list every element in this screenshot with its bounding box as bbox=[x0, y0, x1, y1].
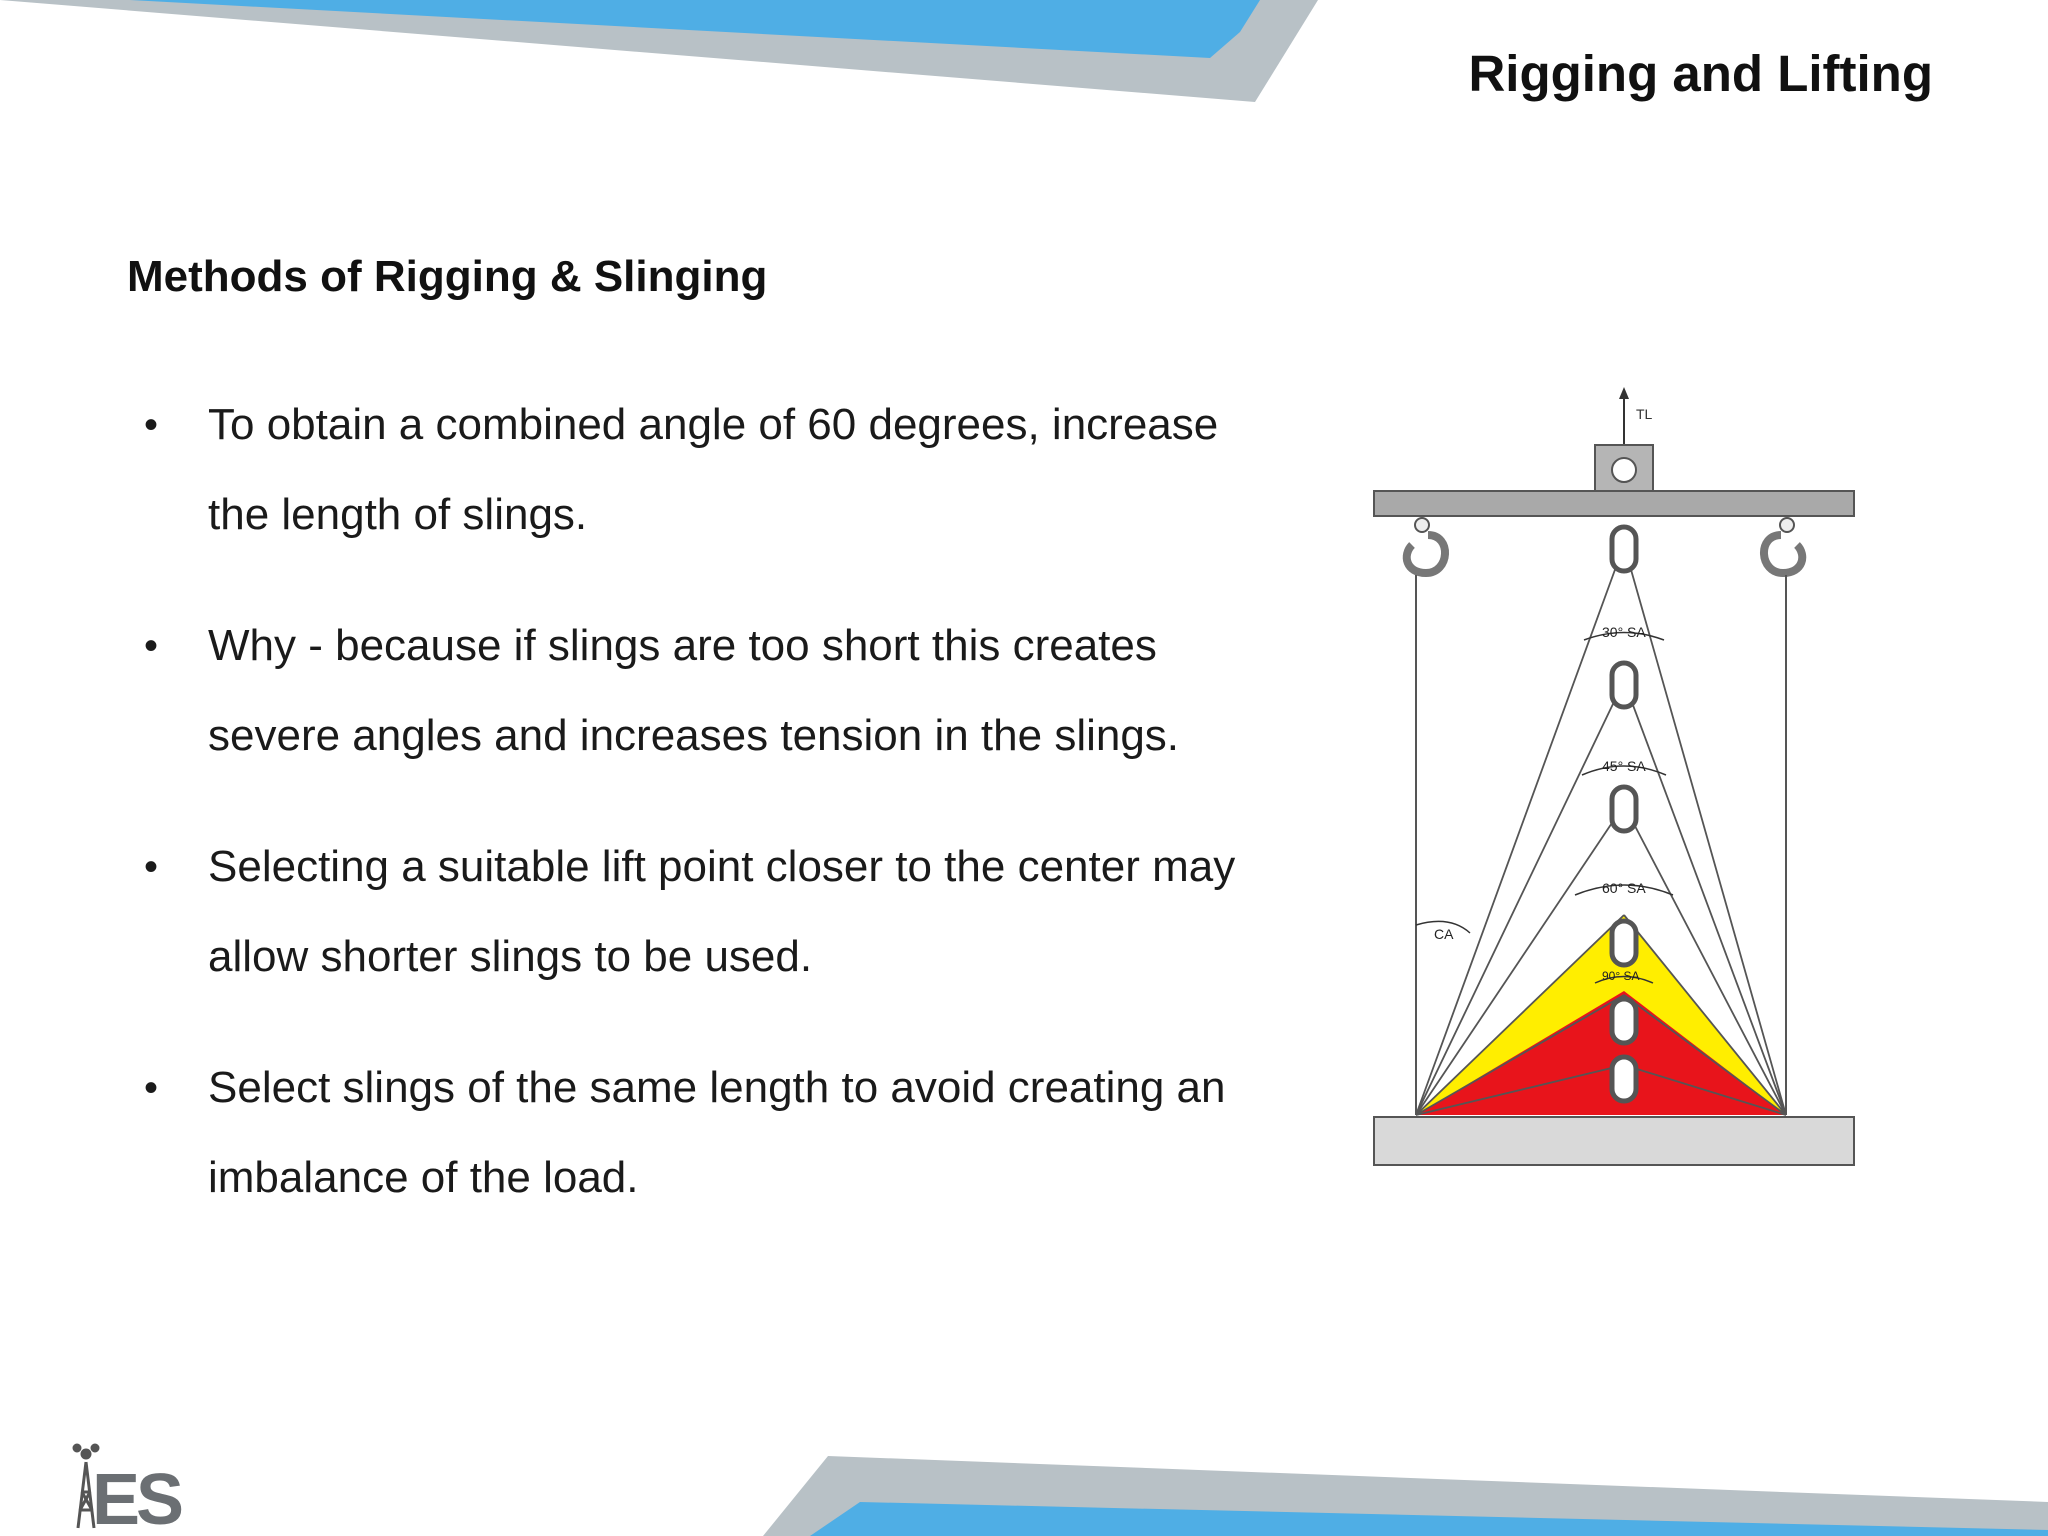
company-logo bbox=[66, 1440, 216, 1530]
angle-label-60: 60° SA bbox=[1602, 880, 1646, 896]
bullet-item bbox=[140, 601, 1270, 781]
bullet-item bbox=[140, 822, 1270, 1002]
left-hook-icon bbox=[1407, 518, 1445, 573]
bullet-text: To obtain a combined angle of 60 degrees, increase the length of slings. bbox=[208, 400, 1219, 539]
bullet-item bbox=[140, 1043, 1270, 1223]
top-load-label: TL bbox=[1636, 406, 1653, 422]
bullet-text: Select slings of the same length to avoid creating an imbalance of the load. bbox=[208, 1063, 1226, 1202]
lifting-eye-hole bbox=[1612, 458, 1636, 482]
bullet-text: Selecting a suitable lift point closer to the center may allow shorter slings to be used. bbox=[208, 842, 1236, 981]
slide-title: Rigging and Lifting bbox=[1468, 45, 1933, 102]
bottom-banner-decoration bbox=[0, 1420, 2048, 1536]
right-hook-icon bbox=[1764, 518, 1802, 573]
bullet-list bbox=[140, 380, 1270, 1264]
section-heading: Methods of Rigging & Slinging bbox=[127, 252, 768, 301]
logo-text: ES bbox=[92, 1460, 181, 1530]
angle-label-90: 90° SA bbox=[1602, 969, 1640, 983]
lift-arrow-head bbox=[1619, 387, 1629, 399]
bullet-marker: • bbox=[144, 624, 159, 668]
bullet-marker: • bbox=[144, 403, 159, 447]
sling-angle-diagram bbox=[1370, 385, 1880, 1185]
spreader-beam bbox=[1374, 491, 1854, 516]
angle-label-45: 45° SA bbox=[1602, 758, 1646, 774]
chain-link-icons bbox=[1612, 527, 1636, 1101]
bullet-item bbox=[140, 380, 1270, 560]
bullet-marker: • bbox=[144, 1066, 159, 1110]
load-block bbox=[1374, 1117, 1854, 1165]
combined-angle-label: CA bbox=[1434, 926, 1454, 942]
bullet-marker: • bbox=[144, 845, 159, 889]
angle-label-30: 30° SA bbox=[1602, 624, 1646, 640]
bullet-text: Why - because if slings are too short this creates severe angles and increases tension in the slings. bbox=[208, 621, 1180, 760]
